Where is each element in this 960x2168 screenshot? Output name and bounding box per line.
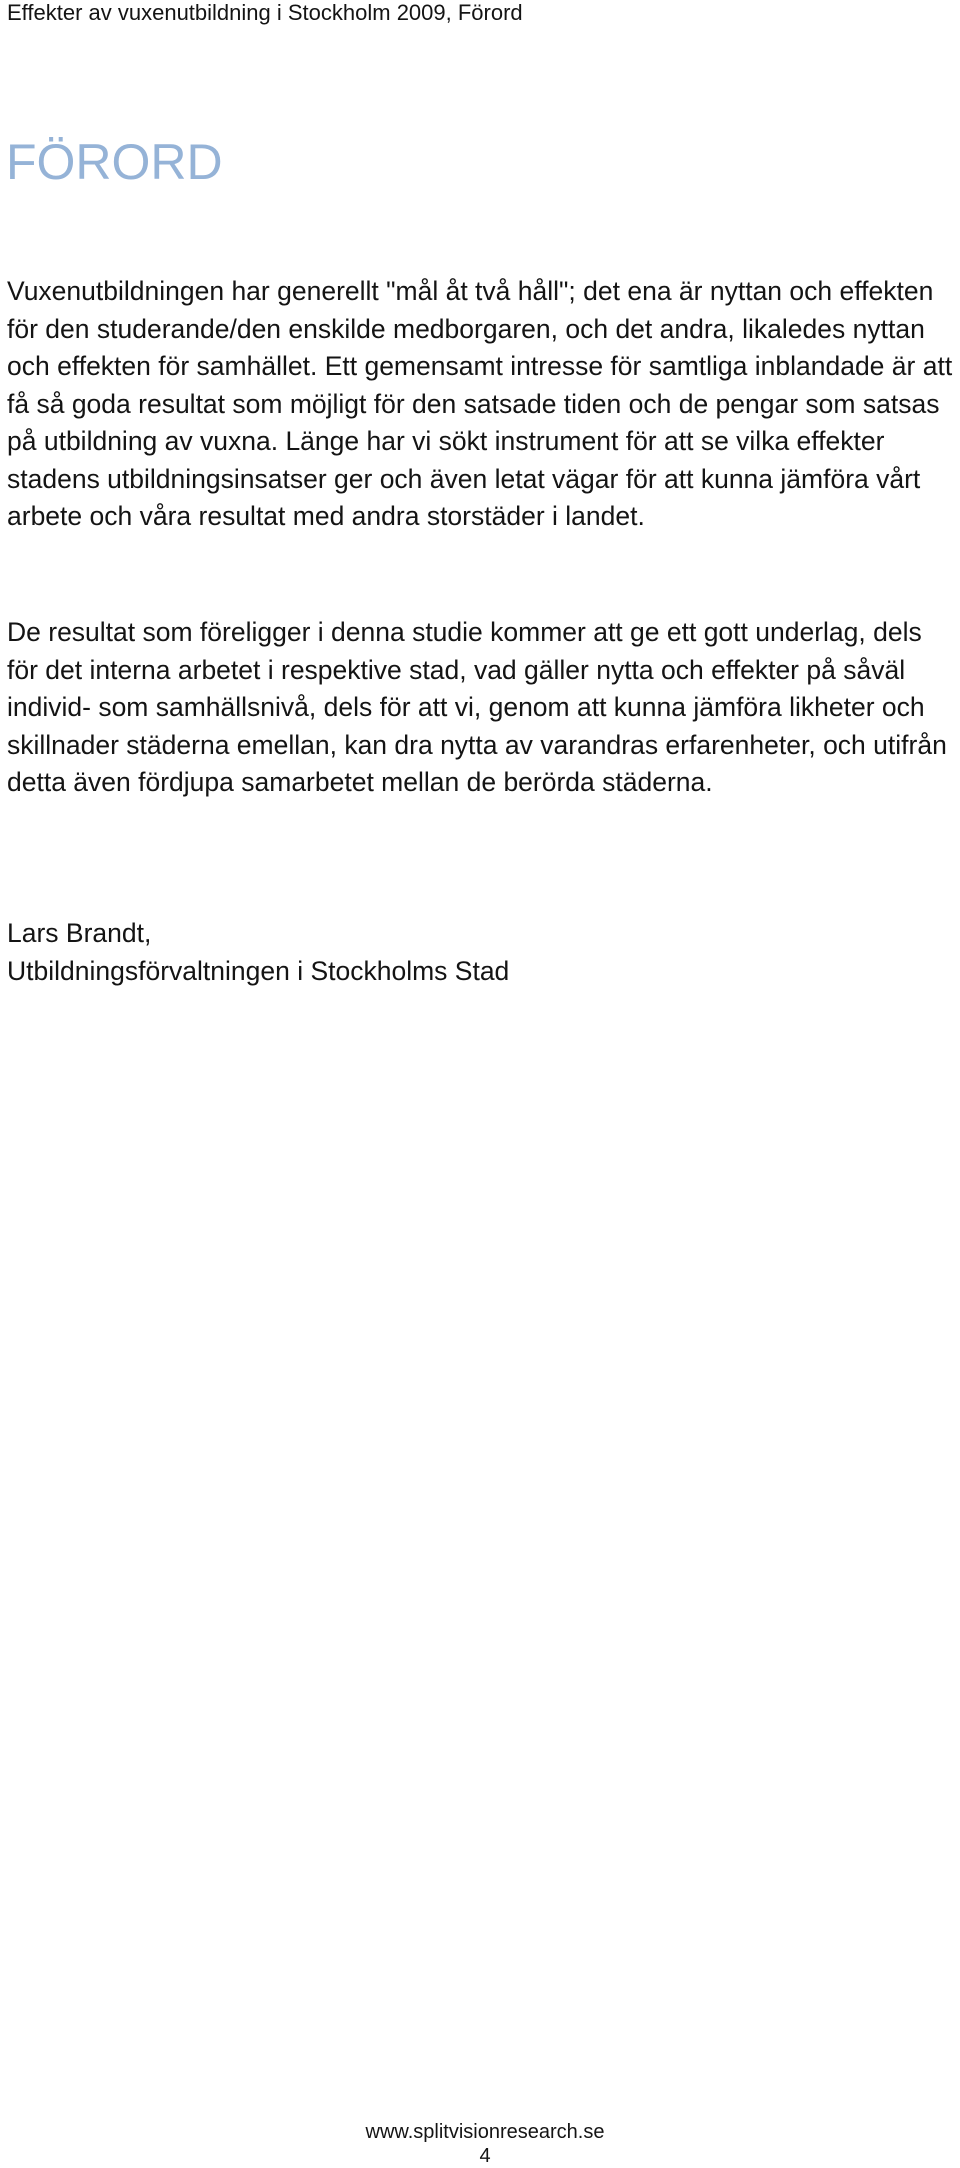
signature-organization: Utbildningsförvaltningen i Stockholms Stad bbox=[7, 956, 510, 986]
body-paragraph-2: De resultat som föreligger i denna studie kommer att ge ett gott underlag, dels för det interna arbetet i respektive stad, vad gäller nytta och effekter på såväl individ- som samhällsnivå, dels för att vi, genom att kunna jämföra likheter och skillnader städerna emellan, kan dra nytta av varandras erfarenheter, och utifrån detta även fördjupa samarbetet mellan de berörda städerna. bbox=[7, 617, 947, 797]
signature-name: Lars Brandt, bbox=[7, 918, 152, 948]
running-header: Effekter av vuxenutbildning i Stockholm 2009, Förord bbox=[7, 0, 523, 25]
page-footer bbox=[0, 2120, 960, 2168]
signature-block bbox=[7, 914, 509, 990]
footer-website: www.splitvisionresearch.se bbox=[365, 2121, 605, 2143]
body-paragraph-1: Vuxenutbildningen har generellt "mål åt två håll"; det ena är nyttan och effekten för den studerande/den enskilde medborgaren, och det andra, likaledes nyttan och effekten för samhället. Ett gemensamt intresse för samtliga inblandade är att få så goda resultat som möjligt för den satsade tiden och de pengar som satsas på utbildning av vuxna. Länge har vi sökt instrument för att se vilka effekter stadens utbildningsinsatser ger och även letat vägar för att kunna jämföra vårt arbete och våra resultat med andra storstäder i landet. bbox=[7, 276, 953, 531]
page-number: 4 bbox=[479, 2145, 491, 2167]
page-title: FÖRORD bbox=[6, 134, 223, 190]
